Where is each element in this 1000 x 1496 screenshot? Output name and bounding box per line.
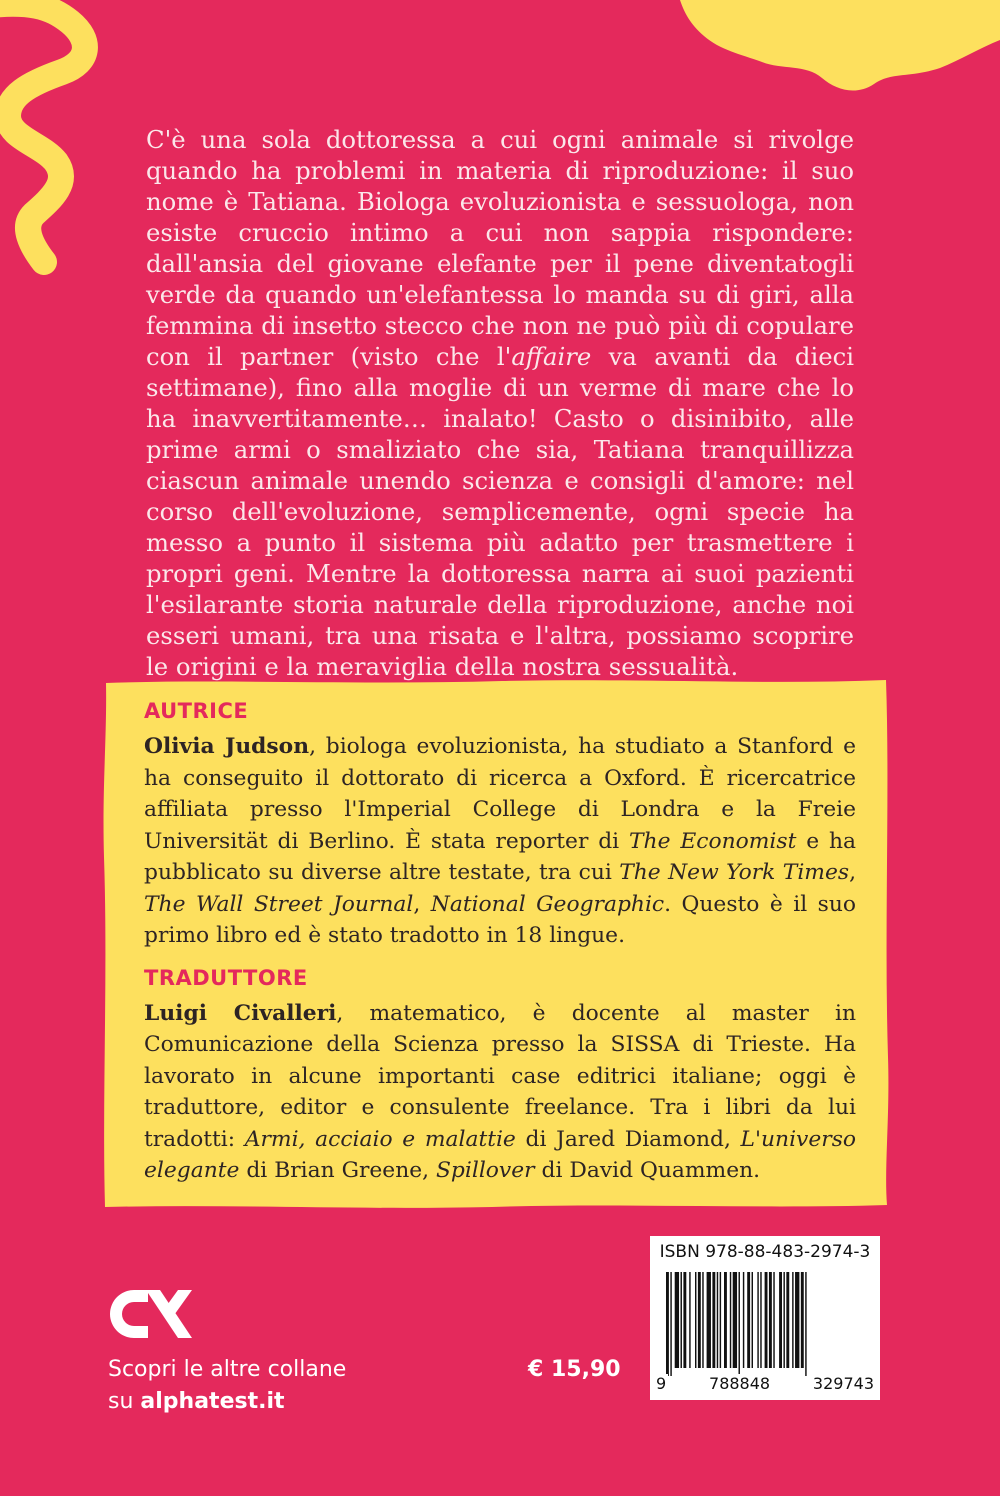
author-bio-text: , biologa evoluzionista, ha studiato a Stanford e ha conseguito il dottorato di ricerca a Oxford. È ricercatrice affiliata presso l'Imperial College di Londra e la Freie Universität di Berlino. È stata reporter di: [144, 734, 857, 854]
author-heading: AUTRICE: [144, 699, 249, 723]
translator-bio-text: , matematico, è docente al master in Comunicazione della Scienza presso la SISSA di Trieste. Ha lavorato in alcune importanti case editrici italiane; oggi è traduttore, editor e consulente freelance. Tra i libri da lui tradotti:: [144, 1000, 856, 1152]
blurb-italic-affaire: affaire: [511, 342, 592, 371]
barcode-digit-first: 9: [656, 1374, 667, 1393]
translator-bio-text: di David Quammen.: [534, 1158, 761, 1183]
barcode-bar: [695, 1272, 696, 1368]
translator-bio-italic: Spillover: [436, 1158, 535, 1183]
author-bio-text: . Questo è il suo primo libro ed è stato tradotto in 18 lingue.: [144, 891, 857, 948]
translator-bio-italic: Armi, acciaio e malattie: [244, 1126, 516, 1152]
barcode-bars: [662, 1272, 868, 1376]
barcode-number: [654, 1374, 876, 1393]
translator-bio-text: di Brian Greene,: [239, 1158, 436, 1183]
barcode-bar: [783, 1272, 784, 1368]
footer-prefix: su: [108, 1389, 141, 1414]
barcode-bar: [801, 1272, 804, 1368]
barcode-bar: [730, 1272, 731, 1368]
footer-line-2: [108, 1386, 346, 1418]
yellow-blob-top-right-decoration: [660, 0, 1000, 100]
author-bio-text: ,: [413, 891, 431, 917]
author-bio-italic: The New York Times: [619, 860, 850, 885]
barcode-bar: [712, 1272, 715, 1368]
barcode-bar: [747, 1272, 750, 1368]
translator-bio-italic: L'universo elegante: [144, 1126, 857, 1183]
barcode-bar: [805, 1272, 806, 1376]
barcode-bar: [752, 1272, 753, 1368]
barcode-digits-right: 329743: [812, 1374, 874, 1393]
barcode-bar: [724, 1272, 727, 1368]
translator-bio: [144, 998, 856, 1187]
barcode-bar: [792, 1272, 793, 1368]
footer-text: [108, 1354, 346, 1418]
barcode-bar: [786, 1272, 789, 1368]
barcode-bar: [795, 1272, 799, 1368]
author-bio-text: e ha pubblicato su diverse altre testate, tra cui: [144, 828, 856, 885]
barcode-bar: [757, 1272, 758, 1368]
author-bio-italic: The Wall Street Journal: [144, 891, 414, 917]
barcode-bar: [707, 1272, 711, 1368]
author-bio-italic: National Geographic: [430, 891, 665, 917]
isbn-text: ISBN 978-88-483-2974-3: [659, 1242, 871, 1262]
barcode-bar: [698, 1272, 701, 1368]
barcode-bar: [769, 1272, 772, 1368]
yellow-squiggle-left-decoration: [0, 0, 130, 280]
barcode-bar: [683, 1272, 686, 1368]
barcode-bar: [773, 1272, 774, 1368]
barcode-bar: [779, 1272, 782, 1368]
barcode-bar: [689, 1272, 690, 1368]
translator-heading: TRADUTTORE: [144, 965, 308, 990]
barcode-bar: [670, 1272, 671, 1376]
barcode-box: [650, 1236, 880, 1400]
barcode-bar: [717, 1272, 718, 1368]
barcode-bar: [733, 1272, 737, 1368]
barcode-bar: [720, 1272, 721, 1368]
barcode-bar: [681, 1272, 682, 1368]
author-bio: [144, 731, 856, 952]
bio-panel: [102, 677, 890, 1209]
website-link[interactable]: alphatest.it: [140, 1389, 285, 1414]
translator-name: Luigi Civalleri: [144, 1000, 337, 1026]
barcode-bar: [765, 1272, 768, 1368]
price: € 15,90: [528, 1357, 621, 1382]
barcode-digits-left: 788848: [709, 1374, 771, 1393]
barcode-bar: [675, 1272, 679, 1368]
author-name: Olivia Judson: [144, 734, 310, 759]
alpha-test-logo-icon: [108, 1288, 194, 1340]
footer-line-1: Scopri le altre collane: [108, 1357, 347, 1382]
barcode-bar: [702, 1272, 703, 1368]
blurb-text-part-1: C'è una sola dottoressa a cui ogni animale si rivolge quando ha problemi in materia di riproduzione: il suo nome è Tatiana. Biologa evoluzionista e sessuologa, non esiste cruccio intimo a cui non sappia rispondere: dall'ansia del giovane elefante per il pene diventatogli verde da quando un'elefantessa lo manda su di giri, alla femmina di insetto stecco che non ne può più di copulare con il partner (visto che l': [146, 125, 854, 371]
translator-bio-text: di Jared Diamond,: [515, 1126, 741, 1152]
barcode-bar: [666, 1272, 669, 1376]
barcode-bar: [739, 1272, 740, 1376]
barcode-bar: [743, 1272, 744, 1368]
book-blurb: [146, 124, 854, 682]
barcode-bar: [760, 1272, 761, 1368]
author-bio-italic: The Economist: [629, 828, 797, 854]
author-bio-text: ,: [849, 860, 856, 885]
blurb-text-part-2: va avanti da dieci settimane), fino alla moglie di un verme di mare che lo ha inavvertitamente… inalato! Casto o disinibito, alle prime armi o smaliziato che sia, Tatiana tranquillizza ciascun animale unendo scienza e consigli d'amore: nel corso dell'evoluzione, semplicemente, ogni specie ha messo a punto il sistema più adatto per trasmettere i propri geni. Mentre la dottoressa narra ai suoi pazienti l'esilarante storia naturale della riproduzione, anche noi esseri umani, tra una risata e l'altra, possiamo scoprire le origini e la meraviglia della nostra sessualità.: [146, 342, 854, 681]
